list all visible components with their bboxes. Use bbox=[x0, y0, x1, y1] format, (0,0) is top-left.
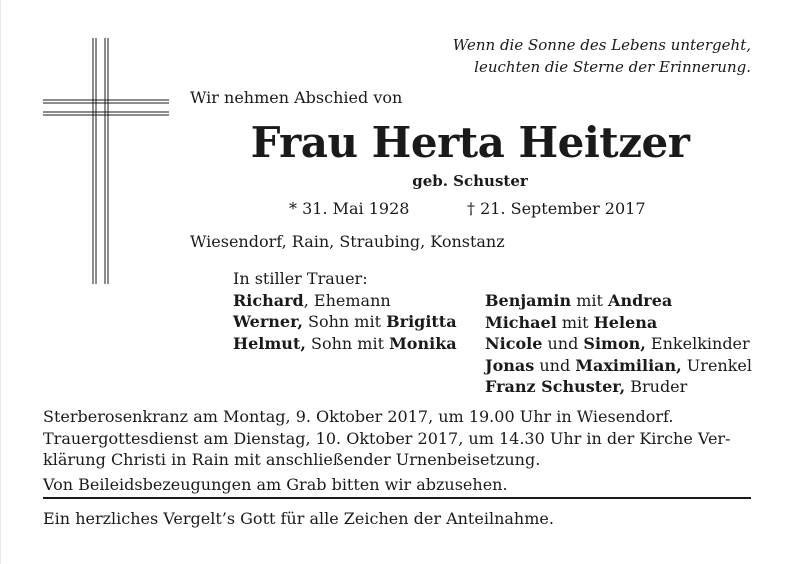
motto-line-2: leuchten die Sterne der Erinnerung. bbox=[474, 58, 751, 76]
places: Wiesendorf, Rain, Straubing, Konstanz bbox=[190, 232, 505, 251]
deceased-name: Frau Herta Heitzer bbox=[250, 118, 690, 167]
motto-quote bbox=[421, 34, 751, 78]
birth-date: * 31. Mai 1928 bbox=[289, 199, 410, 218]
notice-line: Von Beileidsbezeugungen am Grab bitten wir abzusehen. bbox=[43, 474, 508, 494]
divider bbox=[43, 497, 751, 499]
mourners-left bbox=[233, 268, 457, 354]
birth-name: geb. Schuster bbox=[412, 172, 528, 190]
mourners-right bbox=[485, 290, 752, 398]
mourner-line: Richard, Ehemann bbox=[233, 290, 391, 310]
death-date: † 21. September 2017 bbox=[467, 199, 646, 218]
mourner-line: Werner, Sohn mit Brigitta bbox=[233, 312, 457, 331]
mourner-line: Jonas und Maximilian, Urenkel bbox=[485, 355, 752, 375]
notice-line: Sterberosenkranz am Montag, 9. Oktober 2017, um 19.00 Uhr in Wiesendorf. bbox=[43, 407, 674, 426]
mourner-line: Benjamin mit Andrea bbox=[485, 291, 673, 310]
notice-line: klärung Christi in Rain mit anschließender Urnenbeisetzung. bbox=[43, 450, 541, 469]
notice-line: Trauergottesdienst am Dienstag, 10. Oktober 2017, um 14.30 Uhr in der Kirche Ver- bbox=[43, 428, 731, 448]
thanks-text: Ein herzliches Vergelt’s Gott für alle Zeichen der Anteilnahme. bbox=[43, 509, 554, 528]
mourner-line: Franz Schuster, Bruder bbox=[485, 377, 688, 396]
mourner-line: Helmut, Sohn mit Monika bbox=[233, 333, 457, 353]
mourner-line: Nicole und Simon, Enkelkinder bbox=[485, 334, 750, 353]
mourners-heading: In stiller Trauer: bbox=[233, 269, 368, 288]
mourner-line: Michael mit Helena bbox=[485, 312, 658, 332]
service-notice bbox=[43, 406, 751, 495]
intro-text: Wir nehmen Abschied von bbox=[190, 88, 403, 107]
cross-icon bbox=[41, 36, 171, 286]
motto-line-1: Wenn die Sonne des Lebens untergeht, bbox=[452, 36, 751, 54]
